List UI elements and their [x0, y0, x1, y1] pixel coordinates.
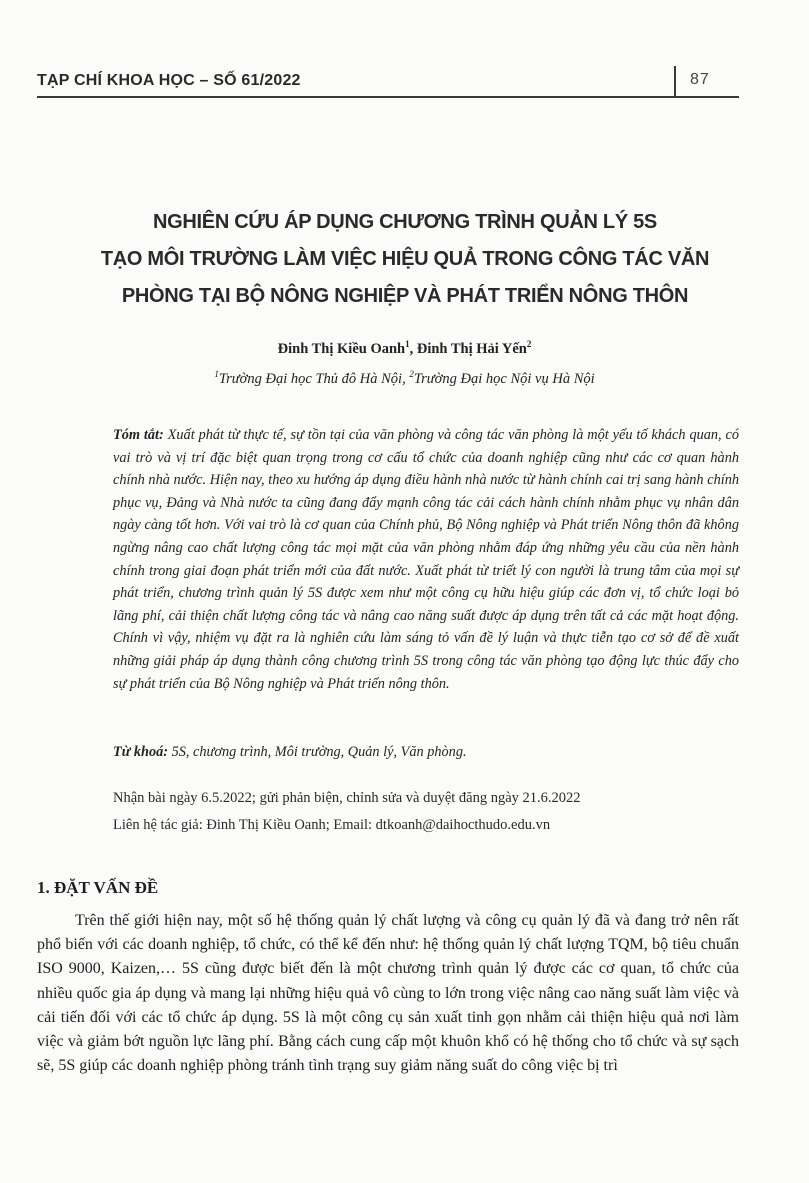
section-paragraph — [37, 909, 739, 1078]
title-line-1: NGHIÊN CỨU ÁP DỤNG CHƯƠNG TRÌNH QUẢN LÝ 5S — [153, 211, 657, 233]
keywords-label: Từ khoá: — [113, 744, 169, 760]
title-line-2: TẠO MÔI TRƯỜNG LÀM VIỆC HIỆU QUẢ TRONG CÔNG TÁC VĂN — [100, 248, 710, 270]
author-separator: , — [409, 341, 417, 357]
journal-header: TẠP CHÍ KHOA HỌC – SỐ 61/2022 — [37, 72, 301, 89]
page-number: 87 — [690, 71, 710, 88]
abstract-text: Xuất phát từ thực tế, sự tồn tại của văn phòng và công tác văn phòng là một yếu tố khách quan, có vai trò và vị trí đặc biệt quan trọng trong cơ cấu tổ chức của doanh nghiệp cũng như các cơ quan hành chính nhà nước. Hiện nay, theo xu hướng áp dụng điều hành nhà nước từ hành chính cai trị sang hành chính phục vụ, Đảng và Nhà nước ta cũng đang đẩy mạnh công tác cải cách hành chính nhằm phục vụ nhân dân ngày càng tốt hơn. Với vai trò là cơ quan của Chính phủ, Bộ Nông nghiệp và Phát triển Nông thôn đã không ngừng nâng cao chất lượng công tác mọi mặt của văn phòng nhằm đáp ứng những yêu cầu của nền hành chính trong giai đoạn phát triển mới của đất nước. Xuất phát từ triết lý con người là trung tâm của mọi sự phát triển, chương trình quản lý 5S được xem như một công cụ hữu hiệu giúp các đơn vị, tổ chức loại bỏ lãng phí, cải thiện chất lượng công tác và nâng cao năng suất được áp dụng trên tất cả các mặt hoạt động. Chính vì vậy, nhiệm vụ đặt ra là nghiên cứu làm sáng tỏ vấn đề lý luận và thực tiễn tạo cơ sở để đề xuất những giải pháp áp dụng thành công chương trình 5S trong công tác văn phòng tạo động lực thúc đẩy cho sự phát triển của Bộ Nông nghiệp và Phát triển nông thôn. — [113, 427, 740, 692]
author-list — [0, 341, 809, 358]
title-line-3: PHÒNG TẠI BỘ NÔNG NGHIỆP VÀ PHÁT TRIỂN NÔNG THÔN — [121, 285, 689, 307]
article-title — [60, 204, 750, 315]
affiliation-1-mark: 1 — [214, 369, 219, 379]
affiliation-line — [0, 371, 809, 388]
received-date: Nhận bài ngày 6.5.2022; gửi phản biện, chỉnh sửa và duyệt đăng ngày 21.6.2022 — [113, 790, 581, 806]
author-2-affiliation-mark: 2 — [526, 339, 532, 349]
abstract-label: Tóm tắt: — [113, 427, 164, 443]
affiliation-1: Trường Đại học Thủ đô Hà Nội, — [218, 371, 410, 387]
author-contact: Liên hệ tác giả: Đinh Thị Kiều Oanh; Email: dtkoanh@daihocthudo.edu.vn — [113, 817, 551, 833]
header-rule — [37, 96, 739, 98]
affiliation-2: Trường Đại học Nội vụ Hà Nội — [413, 371, 595, 387]
paragraph-text: Trên thế giới hiện nay, một số hệ thống quản lý chất lượng và công cụ quản lý đã và đang trở nên rất phổ biến với các doanh nghiệp, tổ chức, có thể kể đến như: hệ thống quản lý chất lượng TQM, bộ tiêu chuẩn ISO 9000, Kaizen,… 5S cũng được biết đến là một chương trình quản lý được các cơ quan, tổ chức của nhiều quốc gia áp dụng và mang lại những hiệu quả vô cùng to lớn trong việc nâng cao năng suất làm việc và cải tiến đối với các tổ chức áp dụng. 5S là một công cụ sản xuất tinh gọn nhằm cải thiện hiệu quả nơi làm việc và giảm bớt nguồn lực lãng phí. Bằng cách cung cấp một khuôn khổ có hệ thống cho tổ chức và sự sạch sẽ, 5S giúp các doanh nghiệp phòng tránh tình trạng suy giảm năng suất do công việc bị trì — [37, 912, 739, 1075]
author-2: Đinh Thị Hải Yến — [416, 341, 527, 357]
header-divider-vertical — [674, 66, 676, 97]
author-1: Đinh Thị Kiều Oanh — [277, 341, 406, 357]
keywords-text: 5S, chương trình, Môi trường, Quản lý, Văn phòng. — [168, 744, 467, 760]
author-1-affiliation-mark: 1 — [405, 339, 410, 349]
affiliation-2-mark: 2 — [409, 369, 414, 379]
abstract — [113, 424, 739, 695]
section-heading: 1. ĐẶT VẤN ĐỀ — [37, 878, 159, 897]
keywords — [113, 744, 739, 761]
